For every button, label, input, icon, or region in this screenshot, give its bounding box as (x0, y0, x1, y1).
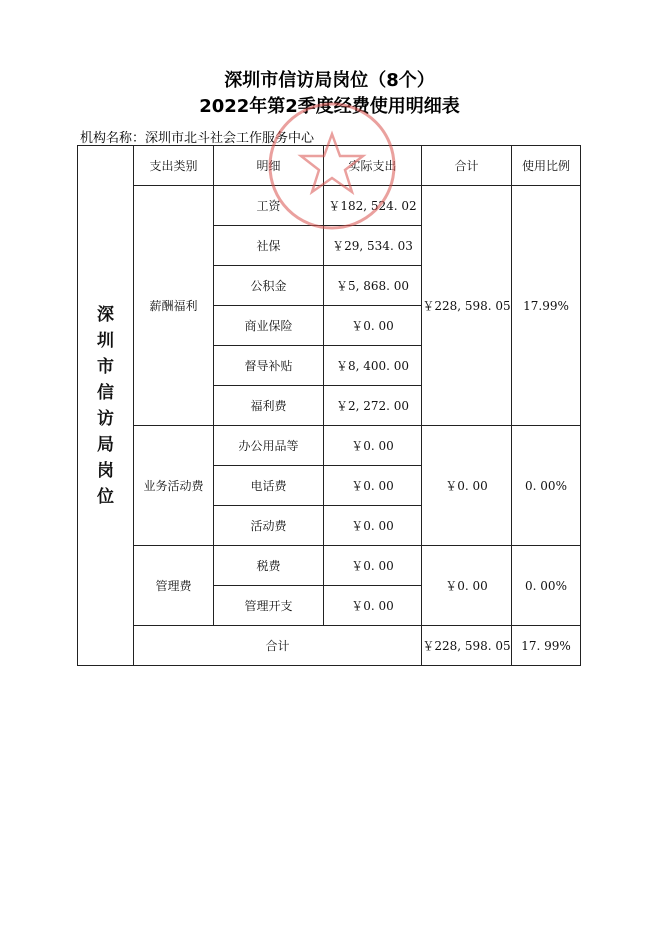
item-amount: ￥29, 534. 03 (324, 226, 422, 266)
item-name: 督导补贴 (214, 346, 324, 386)
table-row (78, 186, 581, 226)
header-ratio: 使用比例 (512, 146, 581, 186)
table-row (78, 426, 581, 466)
item-amount: ￥0. 00 (324, 586, 422, 626)
title-line-2: 2022年第2季度经费使用明细表 (199, 96, 460, 117)
table-row (78, 546, 581, 586)
item-amount: ￥0. 00 (324, 306, 422, 346)
org-label: 机构名称：深圳市北斗社会工作服务中心 (80, 131, 315, 146)
category-cell: 管理费 (134, 546, 214, 626)
category-cell: 薪酬福利 (134, 186, 214, 426)
side-label-char: 位 (97, 486, 114, 507)
item-amount: ￥0. 00 (324, 466, 422, 506)
side-label-char: 信 (97, 382, 114, 403)
item-name: 公积金 (214, 266, 324, 306)
item-amount: ￥5, 868. 00 (324, 266, 422, 306)
item-name: 福利费 (214, 386, 324, 426)
item-amount: ￥0. 00 (324, 426, 422, 466)
side-label-char: 市 (97, 356, 114, 377)
header-actual: 实际支出 (324, 146, 422, 186)
group-total: ￥0. 00 (422, 426, 512, 546)
item-name: 工资 (214, 186, 324, 226)
side-label-cell (78, 146, 134, 666)
group-total: ￥228, 598. 05 (422, 186, 512, 426)
item-amount: ￥182, 524. 02 (324, 186, 422, 226)
summary-ratio: 17. 99% (512, 626, 581, 666)
group-ratio: 0. 00% (512, 546, 581, 626)
side-label-char: 访 (97, 408, 114, 429)
group-total: ￥0. 00 (422, 546, 512, 626)
item-amount: ￥2, 272. 00 (324, 386, 422, 426)
category-cell: 业务活动费 (134, 426, 214, 546)
header-detail: 明细 (214, 146, 324, 186)
item-name: 电话费 (214, 466, 324, 506)
side-label-char: 局 (97, 434, 114, 455)
item-name: 税费 (214, 546, 324, 586)
item-amount: ￥0. 00 (324, 546, 422, 586)
item-name: 商业保险 (214, 306, 324, 346)
item-name: 办公用品等 (214, 426, 324, 466)
group-ratio: 0. 00% (512, 426, 581, 546)
side-label-char: 岗 (97, 460, 114, 481)
side-label-char: 圳 (97, 330, 114, 351)
header-total: 合计 (422, 146, 512, 186)
side-label (78, 302, 133, 510)
item-name: 管理开支 (214, 586, 324, 626)
summary-total: ￥228, 598. 05 (422, 626, 512, 666)
item-name: 活动费 (214, 506, 324, 546)
side-label-char: 深 (97, 304, 114, 325)
title-line-1: 深圳市信访局岗位（8个） (224, 70, 435, 91)
expense-table (77, 145, 581, 666)
item-amount: ￥8, 400. 00 (324, 346, 422, 386)
summary-row (78, 626, 581, 666)
group-ratio: 17.99% (512, 186, 581, 426)
item-name: 社保 (214, 226, 324, 266)
header-category: 支出类别 (134, 146, 214, 186)
summary-label: 合计 (134, 626, 422, 666)
item-amount: ￥0. 00 (324, 506, 422, 546)
